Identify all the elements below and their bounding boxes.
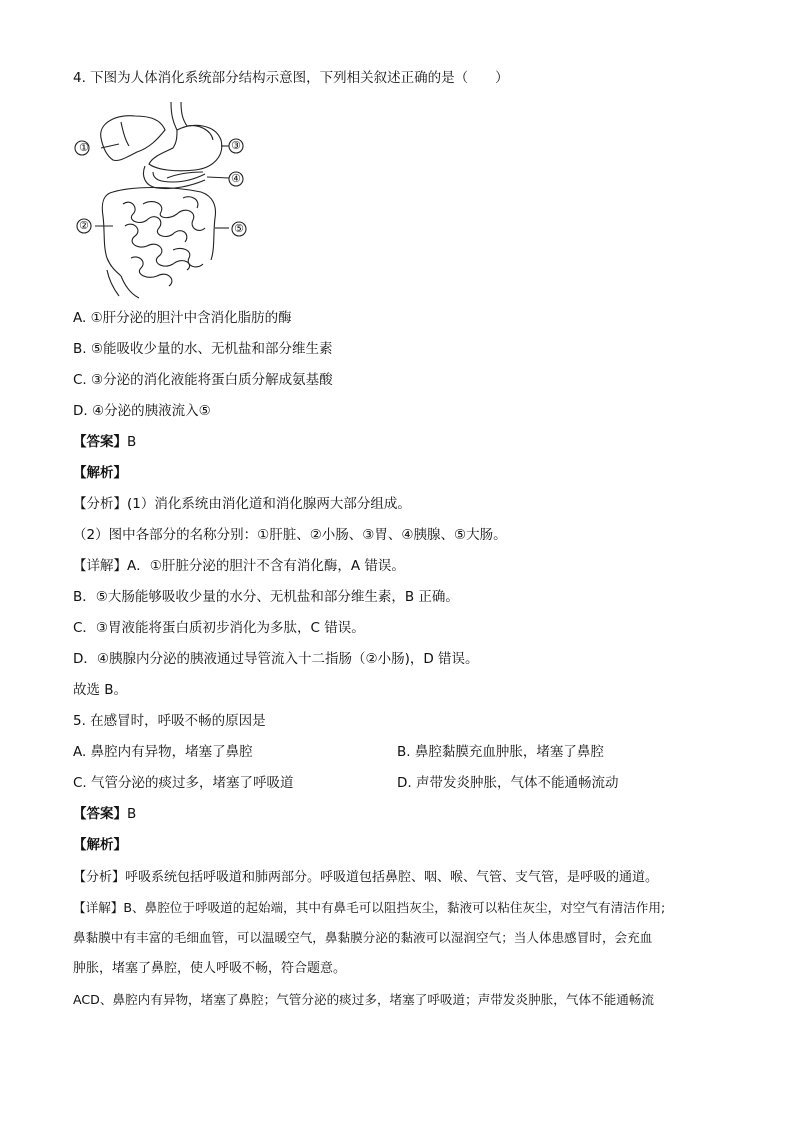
q4-option-a: A. ①肝分泌的胆汁中含消化脂肪的酶 — [73, 310, 292, 326]
q4-stem: 4. 下图为人体消化系统部分结构示意图，下列相关叙述正确的是（ ） — [73, 70, 509, 86]
answer-tag: 【答案】 — [73, 434, 127, 450]
q4-answer-line — [73, 432, 136, 452]
q5-analysis-line: ACD、鼻腔内有异物，堵塞了鼻腔；气管分泌的痰过多，堵塞了呼吸道；声带发炎肿胀，气体不能通畅流 — [73, 992, 655, 1007]
q4-analysis-line: 【分析】(1）消化系统由消化道和消化腺两大部分组成。 — [73, 496, 411, 512]
figure-label-3: ③ — [231, 139, 241, 152]
q4-analysis-line: （2）图中各部分的名称分别：①肝脏、②小肠、③胃、④胰腺、⑤大肠。 — [73, 527, 507, 543]
q4-analysis-tag: 【解析】 — [73, 465, 127, 481]
q4-option-d: D. ④分泌的胰液流入⑤ — [73, 403, 211, 419]
q5-option-c: C. 气管分泌的痰过多，堵塞了呼吸道 — [73, 775, 294, 791]
q4-analysis-line: 故选 B。 — [73, 682, 128, 698]
q5-analysis-line: 【分析】呼吸系统包括呼吸道和肺两部分。呼吸道包括鼻腔、咽、喉、气管、支气管，是呼吸的通道。 — [73, 870, 659, 885]
q5-answer-line — [73, 804, 136, 824]
answer-value: B — [127, 434, 137, 450]
q4-option-c: C. ③分泌的消化液能将蛋白质分解成氨基酸 — [73, 372, 333, 388]
q5-analysis-line: 【详解】B、鼻腔位于呼吸道的起始端，其中有鼻毛可以阻挡灰尘，黏液可以粘住灰尘，对空气有清洁作用; — [73, 900, 666, 915]
q4-option-b: B. ⑤能吸收少量的水、无机盐和部分维生素 — [73, 341, 333, 357]
q4-analysis-line: C．③胃液能将蛋白质初步消化为多肽，C 错误。 — [73, 620, 365, 636]
figure-label-4: ④ — [231, 172, 241, 185]
q5-analysis-tag: 【解析】 — [73, 837, 127, 853]
q5-analysis-line: 鼻黏膜中有丰富的毛细血管，可以温暖空气，鼻黏膜分泌的黏液可以湿润空气；当人体患感冒时，会充血 — [73, 930, 653, 945]
q5-stem: 5. 在感冒时，呼吸不畅的原因是 — [73, 713, 266, 729]
q5-option-a: A. 鼻腔内有异物，堵塞了鼻腔 — [73, 744, 253, 760]
q5-analysis-line: 肿胀，堵塞了鼻腔，使人呼吸不畅，符合题意。 — [73, 961, 347, 976]
figure-label-5: ⑤ — [234, 222, 244, 235]
figure-label-2: ② — [79, 219, 89, 232]
q4-analysis-line: D．④胰腺内分泌的胰液通过导管流入十二指肠（②小肠)，D 错误。 — [73, 651, 479, 667]
digestive-system-figure — [73, 100, 263, 300]
q5-option-d: D. 声带发炎肿胀，气体不能通畅流动 — [397, 775, 619, 791]
q4-analysis-line: B．⑤大肠能够吸收少量的水分、无机盐和部分维生素，B 正确。 — [73, 589, 459, 605]
q5-option-b: B. 鼻腔黏膜充血肿胀，堵塞了鼻腔 — [397, 744, 604, 760]
answer-tag: 【答案】 — [73, 806, 127, 822]
q4-analysis-line: 【详解】A．①肝脏分泌的胆汁不含有消化酶，A 错误。 — [73, 558, 405, 574]
figure-label-1: ① — [79, 141, 89, 154]
answer-value: B — [127, 806, 137, 822]
